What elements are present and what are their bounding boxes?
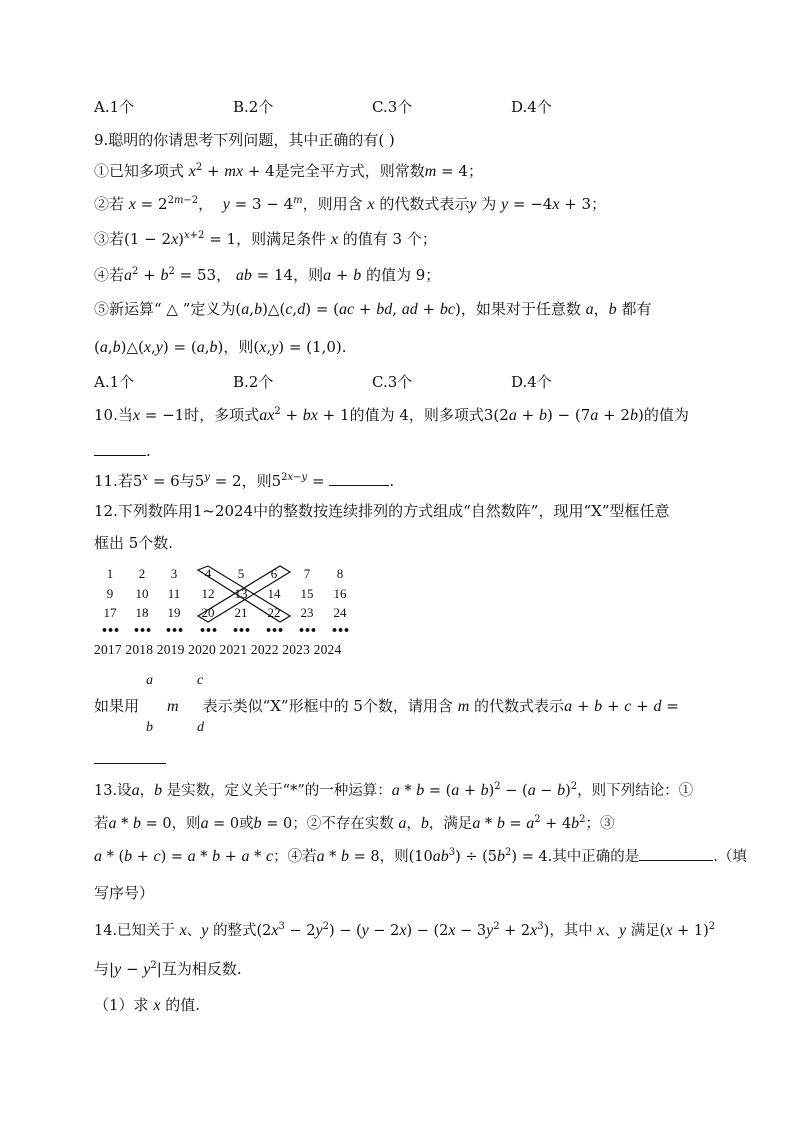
q9-option-c: C.3个 [372, 373, 413, 391]
cell: 19 [167, 605, 181, 620]
q13-line-2: 若a * b = 0，则a = 0或b = 0；②不存在实数 a，b，满足$a * b = a^2 + 4b^2$；③ [94, 814, 615, 832]
q9-stem: 9.聪明的你请思考下列问题，其中正确的有( ) [94, 131, 395, 149]
q10-blank [94, 441, 146, 456]
ellipsis: ••• [330, 624, 350, 637]
cell: 8 [336, 566, 344, 581]
cell: 18 [135, 605, 149, 620]
q12-question: 如果用 m 表示类似“X”形框中的 5个数，请用含 m 的代数式表示a + b + c + d = [94, 697, 679, 715]
cell: 21 [234, 605, 248, 620]
cell: 24 [333, 605, 347, 620]
cell: 12 [201, 586, 215, 601]
ellipsis: ••• [164, 624, 184, 637]
q9-option-a: A.1个 [94, 373, 135, 391]
q13-blank [639, 846, 713, 861]
q12-answer-line [94, 748, 698, 770]
ellipsis: ••• [231, 624, 251, 637]
cell: 10 [135, 586, 149, 601]
q11-blank [329, 471, 389, 486]
q11-stem: 11.若$5^x = 6$与$5^y = 2$，则$5^{2x-y}$ = . [94, 472, 395, 490]
q13-line-4: 写序号） [94, 884, 155, 902]
q12-line-2: 框出 5个数. [94, 534, 174, 552]
q14-stem-cont: 与$|y - y^2|$互为相反数. [94, 960, 242, 978]
option-b: B.2个 [233, 98, 274, 116]
symbol-c: c [197, 673, 204, 688]
ellipsis: ••• [132, 624, 152, 637]
cell: 2 [138, 566, 146, 581]
q9-statement-5: ⑤新运算“ △ ”定义为(a,b)△(c,d) = (ac + bd, ad + bc)，如果对于任意数 a，b 都有 [94, 300, 652, 318]
cell: 4 [204, 566, 212, 581]
cell: 23 [300, 605, 314, 620]
q9-option-b: B.2个 [233, 373, 274, 391]
cell: 15 [300, 586, 314, 601]
cell: 22 [267, 605, 281, 620]
cell: 16 [333, 586, 347, 601]
symbol-d: d [197, 720, 204, 735]
option-c: C.3个 [372, 98, 413, 116]
cell: 14 [267, 586, 281, 601]
ellipsis: ••• [198, 624, 218, 637]
cell: 11 [167, 586, 181, 601]
q9-statement-1: ①已知多项式 $x^2$ + mx + 4是完全平方式，则常数m = 4； [94, 162, 483, 180]
cell: 3 [170, 566, 178, 581]
q9-option-d: D.4个 [511, 373, 552, 391]
cell: 13 [234, 586, 248, 601]
symbol-a: a [146, 673, 153, 688]
cell: 17 [103, 605, 117, 620]
q9-statement-5-cont: (a,b)△(x,y) = (a,b)，则(x,y) = (1,0). [94, 338, 347, 356]
q10-stem: 10.当x = −1时，多项式$ax^2$ + bx + 1的值为 4，则多项式3(2a + b) − (7a + 2b)的值为 [94, 406, 689, 424]
option-a: A.1个 [94, 98, 135, 116]
cell: 5 [237, 566, 245, 581]
q14-sub-1: （1）求 x 的值. [94, 996, 200, 1014]
q13-line-1: 13.设a，b 是实数，定义关于“*”的一种运算：$a * b = (a + b)^2 - (a - b)^2$，则下列结论：① [94, 781, 694, 799]
q12-blank [94, 749, 166, 764]
cell: 6 [270, 566, 278, 581]
option-d: D.4个 [511, 98, 552, 116]
cell: 20 [201, 605, 215, 620]
q12-line-1: 12.下列数阵用1~2024中的整数按连续排列的方式组成“自然数阵”，现用“X”型框任意 [94, 502, 670, 520]
symbol-b: b [146, 720, 153, 735]
cell: 1 [106, 566, 114, 581]
ellipsis: ••• [264, 624, 284, 637]
ellipsis: ••• [100, 624, 120, 637]
q14-stem: 14.已知关于 x、y 的整式$(2x^3 - 2y^2) - (y - 2x) - (2x - 3y^2 + 2x^3)$，其中 x、y 满足$(x + 1)^2$ [94, 921, 716, 939]
q9-statement-4: ④若$a^2 + b^2 = 53$， ab = 14，则a + b 的值为 9； [94, 266, 441, 284]
array-bottom-row: 2017 2018 2019 2020 2021 2022 2023 2024 [94, 642, 342, 657]
q10-answer-line: . [94, 440, 698, 462]
q9-statement-2: ②若 $x = 2^{2m-2}$， $y = 3 - 4^m$，则用含 x 的代数式表示y 为 y = −4x + 3； [94, 195, 607, 213]
cell: 7 [303, 566, 311, 581]
cell: 9 [106, 586, 114, 601]
q9-statement-3: ③若$(1 - 2x)^{x+2} = 1$，则满足条件 x 的值有 3 个； [94, 230, 437, 248]
q13-line-3: a * (b + c) = a * b + a * c；④若a * b = 8，则$(10ab^3) \div (5b^2) = 4$.其中正确的是 .（填 [94, 847, 747, 865]
ellipsis: ••• [297, 624, 317, 637]
